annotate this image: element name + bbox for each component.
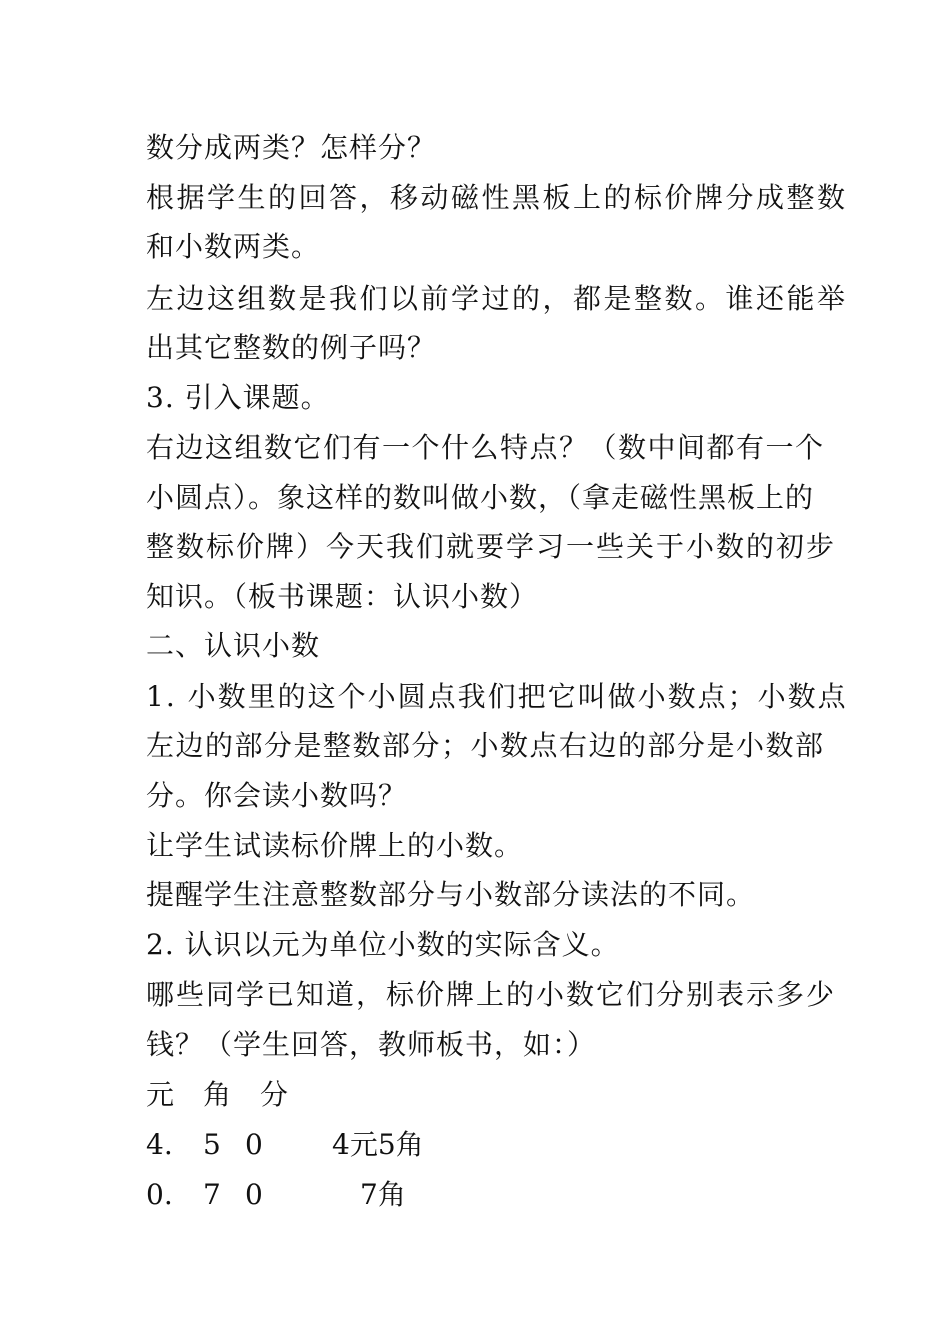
cell-yuan: 0. [146, 1178, 173, 1211]
cell-yuan: 4. [146, 1128, 173, 1161]
section-step-heading: 2. 认识以元为单位小数的实际含义。 [146, 928, 620, 961]
text-line: 左边的部分是整数部分；小数点右边的部分是小数部 [146, 729, 825, 762]
section-heading: 二、认识小数 [146, 629, 321, 662]
cell-fen: 0 [245, 1128, 263, 1161]
text-line: 知识。（板书课题：认识小数） [146, 580, 539, 613]
cell-jiao: 7 [203, 1178, 221, 1211]
text-line: 左边这组数是我们以前学过的，都是整数。谁还能举 [146, 282, 848, 315]
text-line: 出其它整数的例子吗？ [146, 331, 437, 364]
header-yuan: 元 [146, 1078, 175, 1111]
text-line: 提醒学生注意整数部分与小数部分读法的不同。 [146, 878, 756, 911]
text-line: 1. 小数里的这个小圆点我们把它叫做小数点；小数点 [146, 680, 848, 713]
text-line: 和小数两类。 [146, 230, 321, 263]
text-line: 哪些同学已知道，标价牌上的小数它们分别表示多少 [146, 978, 837, 1011]
text-line: 数分成两类？怎样分？ [146, 131, 437, 164]
cell-jiao: 5 [203, 1128, 221, 1161]
text-line: 根据学生的回答，移动磁性黑板上的标价牌分成整数 [146, 181, 848, 214]
text-line: 右边这组数它们有一个什么特点？（数中间都有一个 [146, 431, 825, 464]
text-line: 整数标价牌）今天我们就要学习一些关于小数的初步 [146, 530, 837, 563]
header-jiao: 角 [203, 1078, 232, 1111]
cell-reading: 7角 [360, 1178, 406, 1211]
text-line: 小圆点）。象这样的数叫做小数，（拿走磁性黑板上的 [146, 481, 815, 514]
cell-reading: 4元5角 [332, 1128, 424, 1161]
text-line: 钱？（学生回答，教师板书，如：） [146, 1028, 597, 1061]
section-step-heading: 3. 引入课题。 [146, 381, 330, 414]
header-fen: 分 [260, 1078, 289, 1111]
cell-fen: 0 [245, 1178, 263, 1211]
text-line: 让学生试读标价牌上的小数。 [146, 829, 524, 862]
text-line: 分。你会读小数吗？ [146, 779, 408, 812]
